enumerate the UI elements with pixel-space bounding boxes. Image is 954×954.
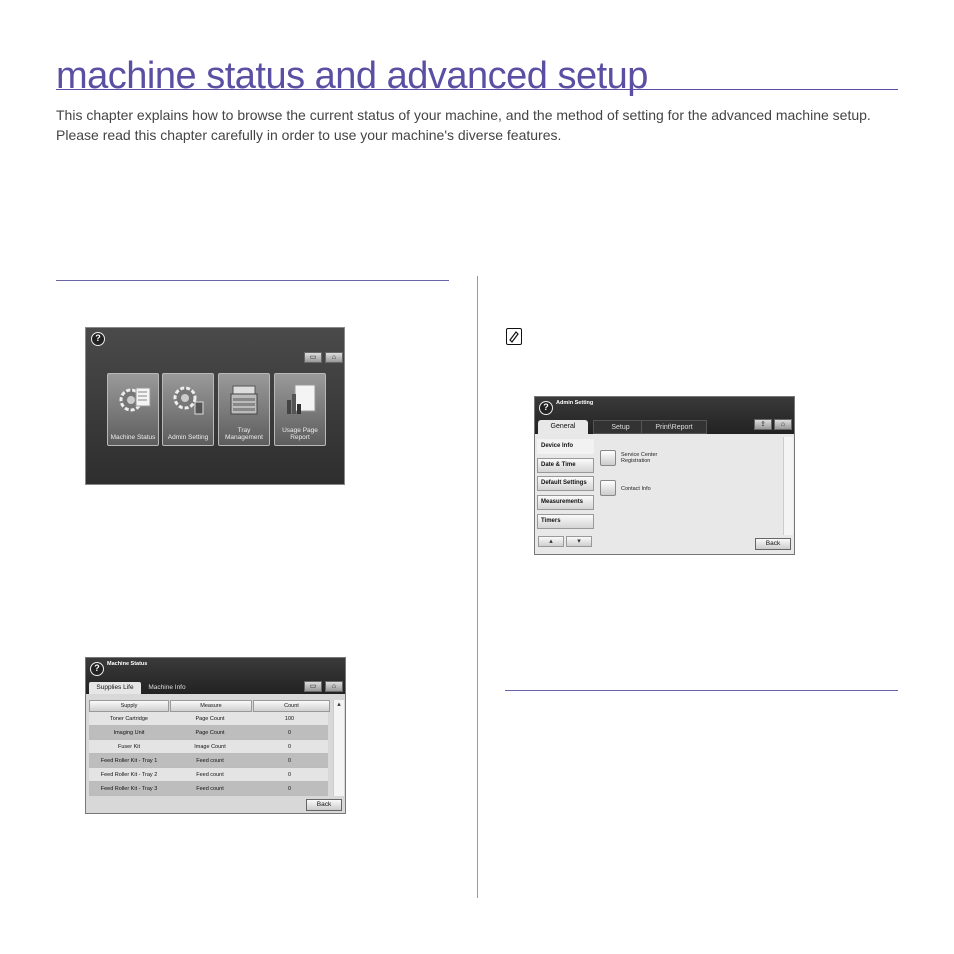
table-row[interactable] [89, 740, 331, 754]
table-cell: Imaging Unit [89, 726, 169, 740]
table-row[interactable] [89, 768, 331, 782]
supplies-table [89, 700, 331, 796]
side-item-device-info[interactable]: Device Info [537, 439, 594, 454]
arrow-down-icon: ▾ [577, 538, 581, 545]
table-header [89, 700, 331, 712]
contact-info-button[interactable] [600, 480, 616, 496]
tile-label: Tray Management [225, 427, 263, 441]
gear-icon [171, 382, 207, 418]
table-cell: Image Count [169, 740, 251, 754]
admin-setting-screen [534, 396, 795, 555]
home-button[interactable] [774, 419, 792, 430]
tab-supplies-life[interactable]: Supplies Life [89, 682, 141, 694]
chapter-title: machine status and advanced setup [56, 54, 898, 90]
table-cell: Fuser Kit [89, 740, 169, 754]
tray-management-tile[interactable] [218, 373, 270, 446]
job-status-button[interactable] [754, 419, 772, 430]
gear-document-icon [116, 382, 152, 418]
screen-title: Machine Status [107, 661, 148, 667]
scroll-up-button[interactable] [538, 536, 564, 547]
tile-label: Admin Setting [167, 434, 209, 441]
home-icon: ⌂ [780, 421, 786, 428]
machine-status-tile[interactable] [107, 373, 159, 446]
back-button[interactable]: Back [306, 799, 342, 811]
usage-page-report-tile[interactable] [274, 373, 326, 446]
section-rule-right [505, 690, 898, 691]
screen-title: Admin Setting [556, 400, 594, 406]
back-button[interactable]: Back [755, 538, 791, 550]
home-icon: ⌂ [331, 354, 337, 361]
tab-setup[interactable]: Setup [593, 420, 648, 434]
tab-machine-info[interactable]: Machine Info [148, 684, 186, 691]
arrow-up-icon: ▴ [549, 538, 553, 545]
printer-icon [227, 382, 263, 418]
job-status-icon: ▭ [309, 354, 317, 361]
side-item-date-time[interactable]: Date & Time [537, 458, 594, 473]
help-button[interactable]: ? [539, 401, 553, 415]
home-icon: ⌂ [331, 683, 337, 690]
tile-label: Usage Page Report [282, 427, 318, 441]
column-header-measure[interactable]: Measure [170, 700, 252, 712]
service-center-registration-button[interactable] [600, 450, 616, 466]
column-header-supply[interactable]: Supply [89, 700, 169, 712]
table-cell: Page Count [169, 726, 251, 740]
table-cell: Feed Roller Kit - Tray 3 [89, 782, 169, 796]
column-divider [477, 276, 478, 898]
home-screen [85, 327, 345, 485]
table-cell: Feed Roller Kit - Tray 1 [89, 754, 169, 768]
table-cell: 0 [251, 782, 328, 796]
scrollbar[interactable] [783, 437, 793, 535]
table-row[interactable] [89, 712, 331, 726]
help-button[interactable]: ? [91, 332, 105, 346]
chapter-intro: This chapter explains how to browse the current status of your machine, and the method of setting for the advanced machine setup. Please read this chapter carefully in order to use your machine's diverse features. [56, 107, 871, 143]
job-status-button[interactable] [304, 352, 322, 363]
help-button[interactable]: ? [90, 662, 104, 676]
admin-setting-tile[interactable] [162, 373, 214, 446]
scroll-up-icon: ▴ [337, 701, 341, 708]
home-button[interactable] [325, 681, 343, 692]
table-cell: 0 [251, 754, 328, 768]
note-icon [506, 328, 522, 345]
table-cell: 100 [251, 712, 328, 726]
table-row[interactable] [89, 726, 331, 740]
table-cell: 0 [251, 768, 328, 782]
job-status-icon: ⇪ [760, 421, 766, 428]
scroll-down-button[interactable] [566, 536, 592, 547]
report-icon [283, 382, 319, 418]
table-cell: Feed count [169, 782, 251, 796]
table-cell: Feed count [169, 768, 251, 782]
table-cell: Page Count [169, 712, 251, 726]
tab-general[interactable]: General [538, 420, 588, 434]
column-header-count[interactable]: Count [253, 700, 330, 712]
scrollbar[interactable] [333, 700, 344, 796]
table-cell: Toner Cartridge [89, 712, 169, 726]
tile-label: Machine Status [110, 434, 156, 441]
machine-status-screen [85, 657, 346, 814]
table-row[interactable] [89, 754, 331, 768]
table-cell: 0 [251, 740, 328, 754]
side-item-timers[interactable]: Timers [537, 514, 594, 529]
job-status-button[interactable] [304, 681, 322, 692]
option-label: Service Center Registration [621, 452, 658, 464]
table-cell: Feed Roller Kit - Tray 2 [89, 768, 169, 782]
section-rule-left [56, 280, 449, 281]
option-label: Contact Info [621, 486, 651, 492]
tab-print-report[interactable]: Print\Report [641, 420, 707, 434]
side-item-measurements[interactable]: Measurements [537, 495, 594, 510]
table-row[interactable] [89, 782, 331, 796]
job-status-icon: ▭ [309, 683, 317, 690]
home-button[interactable] [325, 352, 343, 363]
table-cell: 0 [251, 726, 328, 740]
table-cell: Feed count [169, 754, 251, 768]
side-item-default-settings[interactable]: Default Settings [537, 476, 594, 491]
